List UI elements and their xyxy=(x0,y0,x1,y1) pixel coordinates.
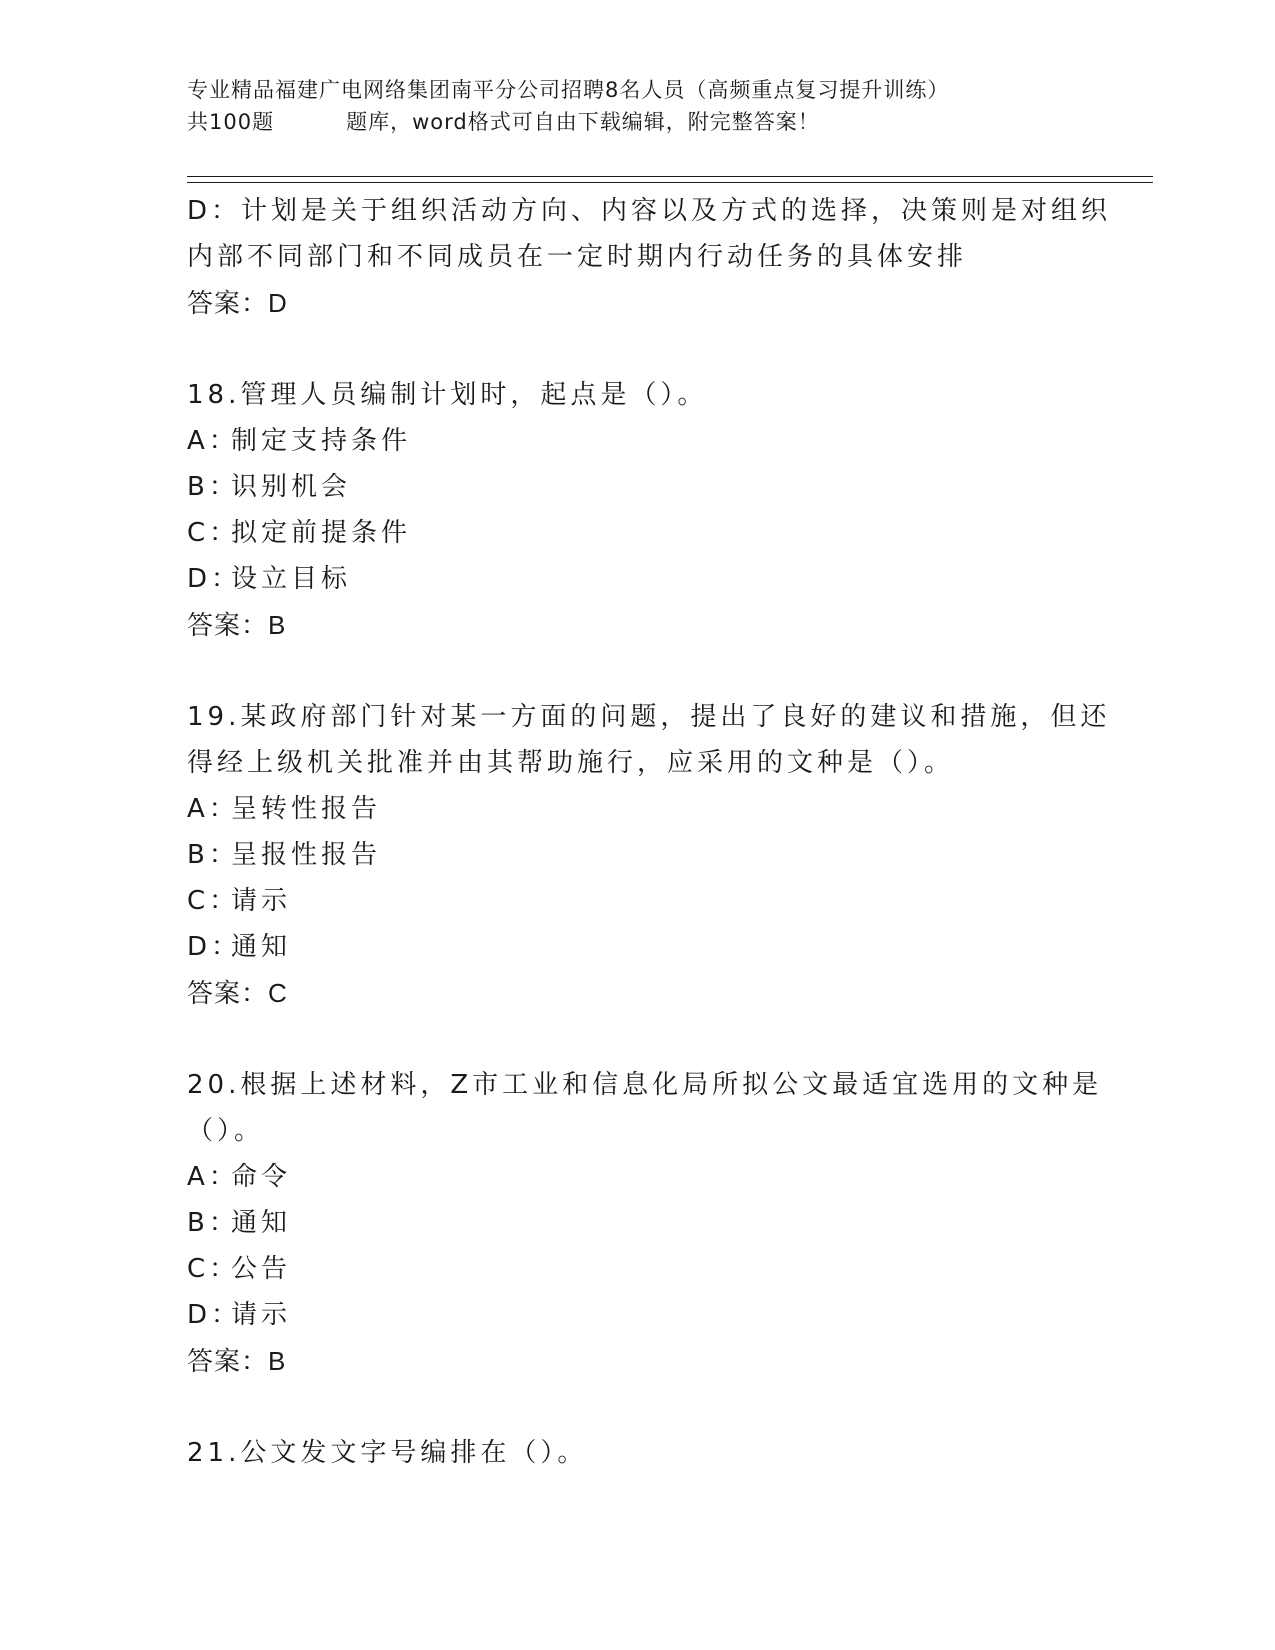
option-key: D： xyxy=(187,564,242,594)
question-stem xyxy=(187,1430,1087,1476)
option-text: 请示 xyxy=(231,1300,292,1330)
option-text: 识别机会 xyxy=(231,472,352,502)
option-text: 呈报性报告 xyxy=(231,840,382,870)
option-b xyxy=(187,1200,1087,1246)
option-key: C： xyxy=(187,518,240,548)
header-divider-top xyxy=(187,176,1153,177)
question-number: 18. xyxy=(187,380,241,410)
question-20 xyxy=(187,1062,1103,1384)
answer: 答案：C xyxy=(187,978,288,1008)
question-stem-continued: （）。 xyxy=(187,1116,265,1146)
question-list xyxy=(187,188,1112,1476)
option-a xyxy=(187,418,1087,464)
option-d xyxy=(187,556,1087,602)
question-number: 19. xyxy=(187,702,241,732)
question-stem-continued: 得经上级机关批准并由其帮助施行，应采用的文种是（）。 xyxy=(187,748,955,778)
option-text: 制定支持条件 xyxy=(231,426,412,456)
answer: 答案：B xyxy=(187,1346,287,1376)
option-key: A： xyxy=(187,794,239,824)
option-key: D： xyxy=(187,1300,242,1330)
option-d xyxy=(187,1292,1087,1338)
option-d-line2: 内部不同部门和不同成员在一定时期内行动任务的具体安排 xyxy=(187,242,968,272)
option-c xyxy=(187,510,1087,556)
question-number: 20. xyxy=(187,1070,241,1100)
option-text: 拟定前提条件 xyxy=(231,518,412,548)
option-text: 命令 xyxy=(231,1162,292,1192)
question-stem-text: 管理人员编制计划时，起点是（）。 xyxy=(240,380,708,410)
question-stem-text: 公文发文字号编排在（）。 xyxy=(240,1438,588,1468)
question-number: 21. xyxy=(187,1438,241,1468)
option-key: A： xyxy=(187,1162,239,1192)
option-key: B： xyxy=(187,472,239,502)
option-b xyxy=(187,832,1087,878)
option-b xyxy=(187,464,1087,510)
question-stem xyxy=(187,372,1087,418)
option-key: B： xyxy=(187,1208,239,1238)
header-count: 共100题 xyxy=(187,110,275,134)
option-a xyxy=(187,1154,1087,1200)
document-header xyxy=(187,74,1107,138)
option-key: B： xyxy=(187,840,239,870)
option-key: A： xyxy=(187,426,239,456)
option-key: C： xyxy=(187,1254,240,1284)
question-19 xyxy=(187,694,1111,1016)
question-stem xyxy=(187,1062,1103,1108)
option-text: 通知 xyxy=(231,1208,292,1238)
answer: 答案：B xyxy=(187,610,287,640)
answer: 答案：D xyxy=(187,288,288,318)
previous-question-tail xyxy=(187,188,1112,326)
question-18 xyxy=(187,372,1087,648)
option-text: 通知 xyxy=(231,932,292,962)
option-d xyxy=(187,924,1087,970)
header-subtitle xyxy=(187,106,1107,138)
option-a xyxy=(187,786,1087,832)
option-d-line1: D：计划是关于组织活动方向、内容以及方式的选择，决策则是对组织 xyxy=(187,196,1112,226)
option-text: 呈转性报告 xyxy=(231,794,382,824)
question-21 xyxy=(187,1430,1087,1476)
header-title: 专业精品福建广电网络集团南平分公司招聘8名人员（高频重点复习提升训练） xyxy=(187,78,950,102)
question-stem-text: 根据上述材料，Z市工业和信息化局所拟公文最适宜选用的文种是 xyxy=(240,1070,1103,1100)
option-c xyxy=(187,878,1087,924)
option-key: C： xyxy=(187,886,240,916)
question-stem-text: 某政府部门针对某一方面的问题，提出了良好的建议和措施，但还 xyxy=(240,702,1111,732)
header-divider-bottom xyxy=(187,182,1153,183)
header-description: 题库，word格式可自由下载编辑，附完整答案！ xyxy=(346,110,820,134)
option-text: 请示 xyxy=(231,886,292,916)
option-text: 公告 xyxy=(231,1254,292,1284)
option-key: D： xyxy=(187,932,242,962)
question-stem xyxy=(187,694,1111,740)
option-c xyxy=(187,1246,1087,1292)
option-text: 设立目标 xyxy=(231,564,352,594)
